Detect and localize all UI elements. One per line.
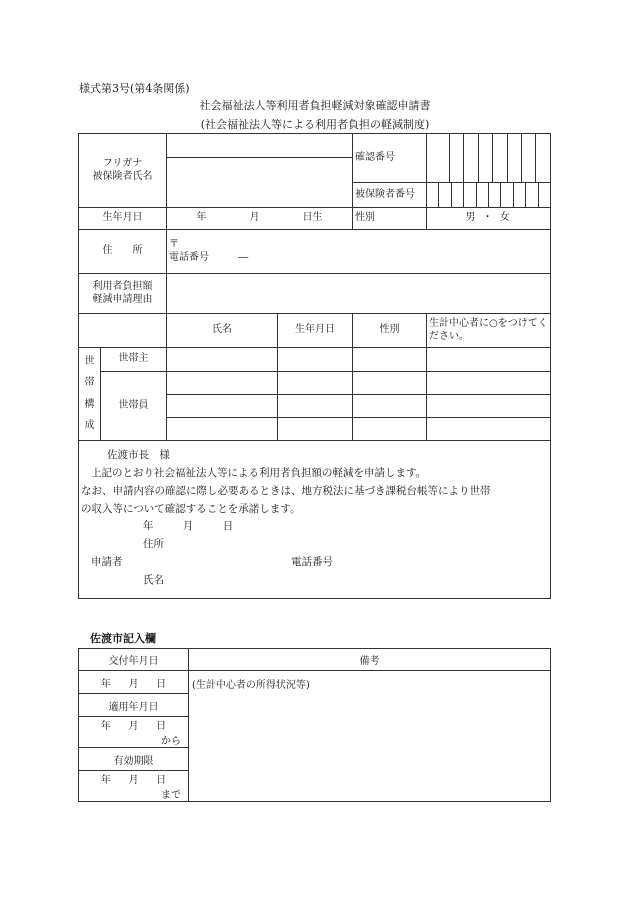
head-name-field[interactable] <box>167 348 278 372</box>
sex-options[interactable]: 男 ・ 女 <box>427 208 551 230</box>
col-sex-header: 性別 <box>353 314 427 348</box>
member-sex-field[interactable] <box>353 372 427 395</box>
apply-date-field[interactable]: 年 月 日 から <box>79 717 189 748</box>
member-name-field[interactable] <box>167 372 278 395</box>
issue-date-label: 交付年月日 <box>79 649 189 671</box>
col-name-header: 氏名 <box>167 314 278 348</box>
remarks-field[interactable] <box>189 671 551 802</box>
form-title: 社会福祉法人等利用者負担軽減対象確認申請書 <box>199 99 431 112</box>
form-number: 様式第3号(第4条関係) <box>79 82 190 95</box>
insured-name-label: フリガナ 被保険者氏名 <box>79 134 167 208</box>
office-use-title: 佐渡市記入欄 <box>90 632 156 645</box>
postal-mark: 〒 <box>169 239 179 250</box>
phone-row: 電話番号 ― <box>169 251 249 263</box>
furigana-field[interactable] <box>167 134 353 158</box>
applicant-row: 申請者 電話番号 <box>81 554 548 572</box>
head-dob-field[interactable] <box>278 348 353 372</box>
dob-field[interactable]: 年 月 日生 <box>167 208 353 230</box>
office-use-table <box>78 648 551 802</box>
household-member-label: 世帯員 <box>101 372 167 441</box>
expiry-label: 有効期限 <box>79 748 189 771</box>
insured-no-label: 被保険者番号 <box>353 183 427 208</box>
head-mark-field[interactable] <box>427 348 551 372</box>
confirm-no-field[interactable] <box>427 134 551 183</box>
member-dob-field[interactable] <box>278 372 353 395</box>
remarks-label: 備考 <box>189 649 551 671</box>
reason-field[interactable] <box>167 274 551 314</box>
dob-label: 生年月日 <box>79 208 167 230</box>
member-sex-field[interactable] <box>353 418 427 441</box>
member-name-field[interactable] <box>167 418 278 441</box>
applicant-address[interactable]: 住所 <box>143 538 164 551</box>
col-dob-header: 生年月日 <box>278 314 353 348</box>
remarks-note: (生計中心者の所得状況等) <box>192 680 310 691</box>
reason-label: 利用者負担額 軽減申請理由 <box>79 274 167 314</box>
confirm-no-label: 確認番号 <box>353 134 427 183</box>
address-field[interactable] <box>167 230 551 274</box>
household-corner <box>79 314 167 348</box>
member-dob-field[interactable] <box>278 418 353 441</box>
col-note-header: 生計中心者に○をつけてください。 <box>427 314 551 348</box>
address-label: 住 所 <box>79 230 167 274</box>
household-head-label: 世帯主 <box>101 348 167 372</box>
insured-name-field[interactable] <box>167 158 353 208</box>
member-dob-field[interactable] <box>278 395 353 418</box>
issue-date-field[interactable]: 年 月 日 <box>79 671 189 694</box>
member-mark-field[interactable] <box>427 418 551 441</box>
form-subtitle: (社会福祉法人等による利用者負担の軽減制度) <box>200 118 430 131</box>
apply-date-label: 適用年月日 <box>79 694 189 717</box>
application-date[interactable]: 年 月 日 <box>143 520 234 533</box>
member-mark-field[interactable] <box>427 372 551 395</box>
expiry-date-field[interactable]: 年 月 日 まで <box>79 771 189 802</box>
declaration-line1: 上記のとおり社会福祉法人等による利用者負担額の軽減を申請します。 <box>91 466 427 479</box>
member-sex-field[interactable] <box>353 395 427 418</box>
head-sex-field[interactable] <box>353 348 427 372</box>
addressee: 佐渡市長 様 <box>107 449 170 461</box>
member-name-field[interactable] <box>167 395 278 418</box>
member-mark-field[interactable] <box>427 395 551 418</box>
declaration-block <box>79 441 551 599</box>
insured-no-field[interactable] <box>427 183 551 208</box>
application-table <box>78 133 551 599</box>
declaration-line2: なお、申請内容の確認に際し必要あるときは、地方税法に基づき課税台帳等により世帯 <box>81 484 491 497</box>
sex-label: 性別 <box>353 208 427 230</box>
applicant-name[interactable]: 氏名 <box>143 573 164 586</box>
applicant-phone[interactable]: 電話番号 <box>291 556 333 569</box>
household-vertical-label: 世 帯 構 成 <box>79 348 101 441</box>
declaration-line3: の収入等について確認することを承諾します。 <box>81 502 301 515</box>
